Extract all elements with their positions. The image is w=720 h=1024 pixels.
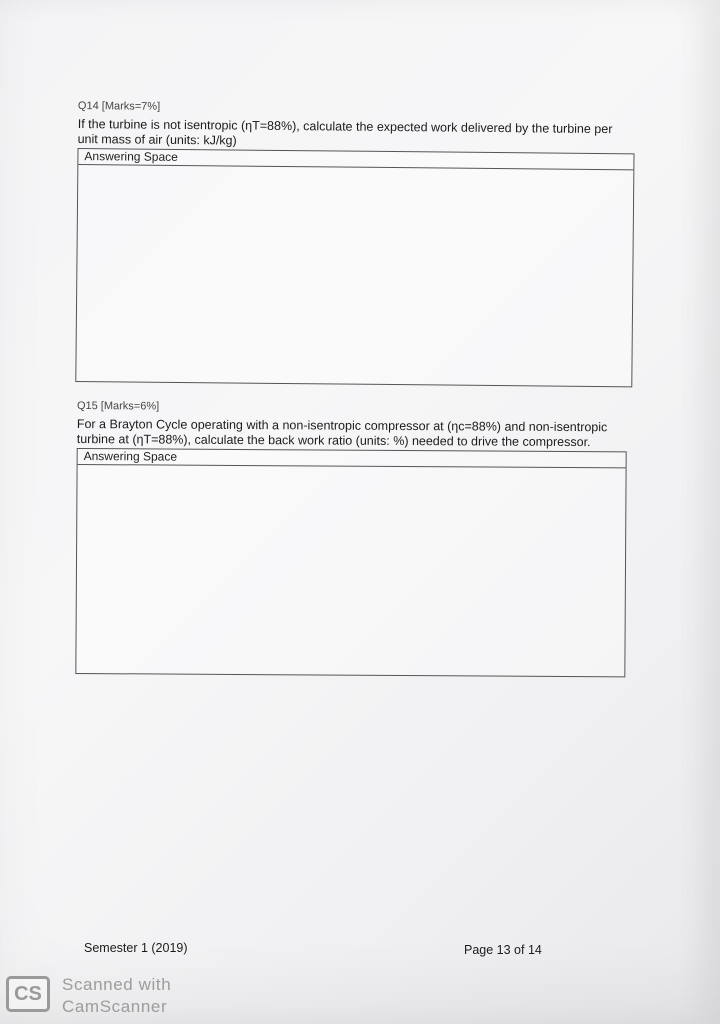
question-14-heading: Q14 [Marks=7%]	[77, 100, 161, 113]
camscanner-watermark	[62, 974, 171, 1018]
question-15-text: For a Brayton Cycle operating with a non-isentropic compressor at (ηc=88%) and non-isentropic turbine at (ηT=88%), calculate the back work ratio (units: %) needed to drive the compressor.	[76, 416, 608, 450]
question-15	[75, 400, 637, 677]
watermark-line-1: Scanned with	[62, 975, 172, 994]
question-15-heading: Q15 [Marks=6%]	[76, 400, 160, 413]
footer-page-number: Page 13 of 14	[464, 943, 542, 957]
question-14-answer-box[interactable]	[75, 148, 634, 387]
question-14-answer-label: Answering Space	[78, 149, 633, 170]
footer-semester: Semester 1 (2019)	[84, 941, 188, 955]
watermark-line-2: CamScanner	[62, 997, 168, 1016]
question-15-answer-label: Answering Space	[78, 449, 626, 468]
question-15-answer-box[interactable]	[75, 448, 626, 677]
question-14	[75, 100, 635, 387]
question-14-text: If the turbine is not isentropic (ηT=88%), calculate the expected work delivered by the turbine per unit mass of air (units: kJ/kg)	[77, 116, 613, 148]
camscanner-logo-icon: CS	[6, 976, 50, 1012]
